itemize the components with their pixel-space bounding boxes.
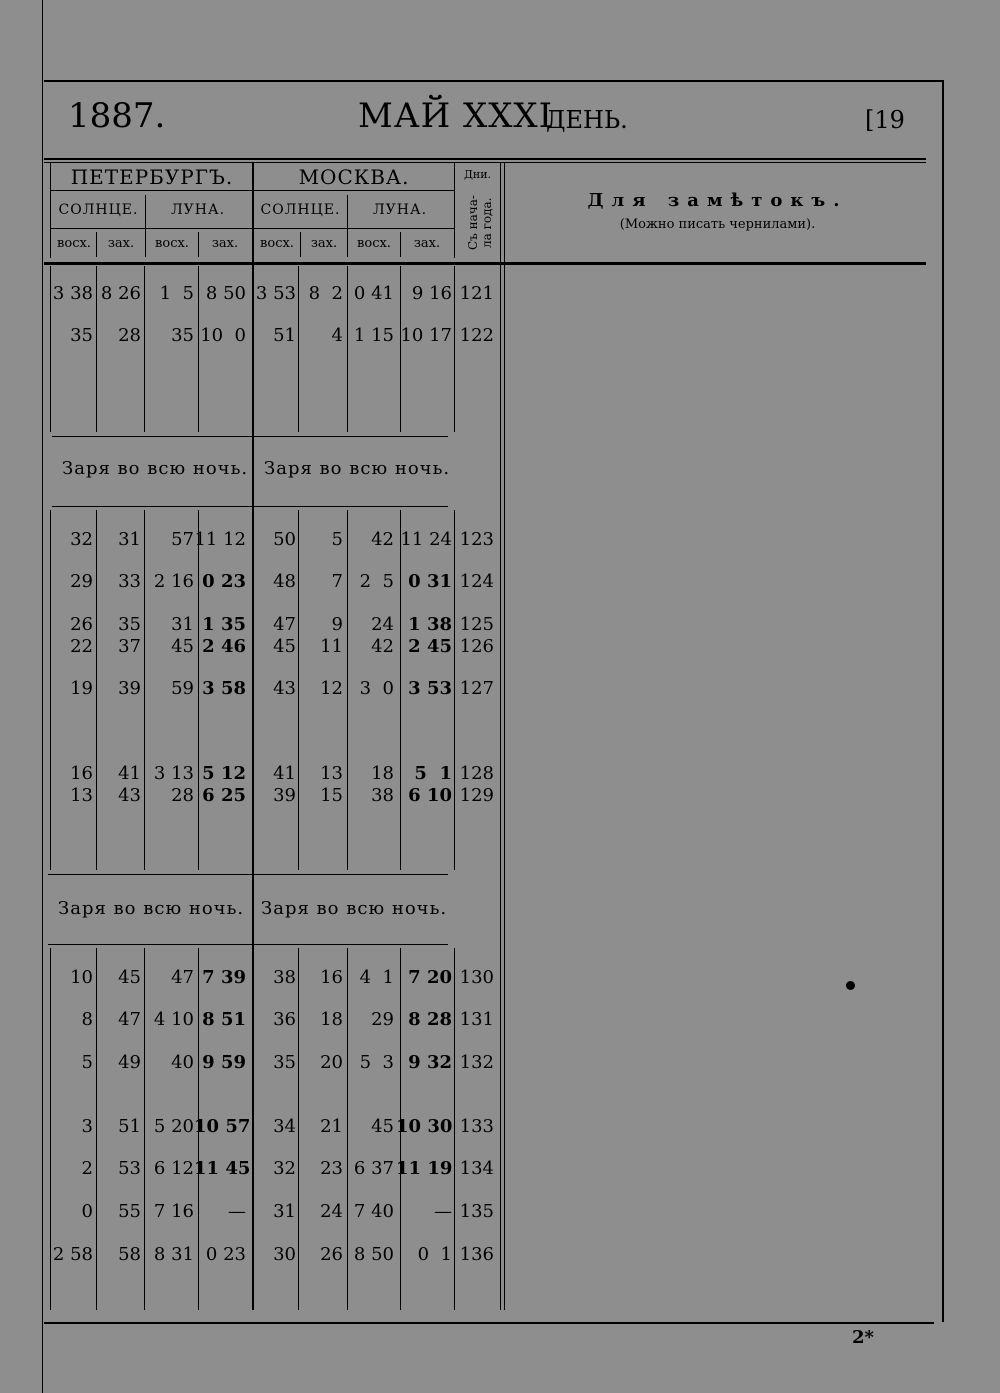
cell-p-ss: 28 — [118, 325, 141, 346]
days-header: Дни. — [463, 168, 492, 181]
cell-m-sr: 36 — [273, 1009, 296, 1030]
cell-m-sr: 34 — [273, 1116, 296, 1137]
header-rule-2 — [44, 162, 926, 163]
cell-m-ms: 8 28 — [408, 1009, 452, 1030]
cell-m-ss: 8 2 — [308, 283, 343, 304]
cell-m-sr: 31 — [273, 1201, 296, 1222]
zarya-1-top-rule — [52, 436, 448, 437]
cell-p-ss: 55 — [118, 1201, 141, 1222]
cell-m-sr: 45 — [273, 636, 296, 657]
cell-d: 129 — [459, 785, 494, 806]
m-sun-set-header: зах. — [310, 236, 338, 251]
cell-p-sr: 2 — [81, 1158, 93, 1179]
days-sub-header: Съ нача- ла года. — [466, 195, 494, 251]
p-moon-rise-header: восх. — [155, 236, 189, 251]
cell-p-sr: 16 — [70, 763, 93, 784]
day-label: ДЕНЬ. — [546, 106, 628, 134]
cell-p-mr: 28 — [171, 785, 194, 806]
zarya-2-bottom-rule — [48, 944, 448, 945]
cell-d: 124 — [459, 571, 494, 592]
zarya-2-petersburg: Заря во всю ночь. — [58, 898, 245, 919]
cell-m-ss: 26 — [320, 1244, 343, 1265]
cell-p-sr: 0 — [81, 1201, 93, 1222]
cell-p-mr: 5 20 — [153, 1116, 194, 1137]
cell-p-ss: 37 — [118, 636, 141, 657]
cell-p-mr: 57 — [171, 529, 194, 550]
cell-m-mr: 24 — [371, 614, 394, 635]
moscow-sun-header: СОЛНЦЕ. — [260, 202, 341, 218]
cell-p-ss: 43 — [118, 785, 141, 806]
cell-m-mr: 6 37 — [353, 1158, 394, 1179]
moscow-moon-header: ЛУНА. — [372, 202, 428, 218]
p-sun-set-header: зах. — [107, 236, 135, 251]
cell-m-mr: 18 — [371, 763, 394, 784]
cell-m-mr: 8 50 — [353, 1244, 394, 1265]
head-vline-left — [50, 163, 51, 258]
cell-m-sr: 51 — [273, 325, 296, 346]
top-frame-line — [44, 80, 944, 82]
cell-p-mr: 3 13 — [153, 763, 194, 784]
zarya-1-bottom-rule — [52, 506, 448, 507]
cell-m-ms: 1 38 — [408, 614, 452, 635]
cell-p-mr: 4 10 — [153, 1009, 194, 1030]
cell-d: 136 — [459, 1244, 494, 1265]
cell-d: 130 — [459, 967, 494, 988]
cell-d: 123 — [459, 529, 494, 550]
cell-p-sr: 3 38 — [52, 283, 93, 304]
cell-p-ms: 1 35 — [202, 614, 246, 635]
cell-p-mr: 31 — [171, 614, 194, 635]
cell-m-ss: 15 — [320, 785, 343, 806]
zarya-2-top-rule — [48, 874, 448, 875]
cell-m-sr: 41 — [273, 763, 296, 784]
cell-m-ss: 12 — [320, 678, 343, 699]
cell-p-mr: 6 12 — [153, 1158, 194, 1179]
cell-d: 127 — [459, 678, 494, 699]
cell-m-ms: 9 32 — [408, 1052, 452, 1073]
cell-d: 122 — [459, 325, 494, 346]
cell-p-ss: 31 — [118, 529, 141, 550]
cell-m-ss: 20 — [320, 1052, 343, 1073]
cell-p-sr: 10 — [70, 967, 93, 988]
cell-m-sr: 43 — [273, 678, 296, 699]
cell-m-ms: 10 30 — [396, 1116, 453, 1137]
zarya-1-petersburg: Заря во всю ночь. — [62, 458, 249, 479]
cell-p-ms: 2 46 — [202, 636, 246, 657]
moscow-header: МОСКВА. — [298, 165, 410, 189]
cell-p-mr: 47 — [171, 967, 194, 988]
cell-p-ss: 8 26 — [100, 283, 141, 304]
cell-m-ms: — — [434, 1201, 452, 1222]
cell-m-ss: 23 — [320, 1158, 343, 1179]
petersburg-header: ПЕТЕРБУРГЪ. — [70, 165, 234, 189]
head-vline-days-right — [500, 163, 501, 1310]
cell-m-ms: 11 24 — [400, 529, 452, 550]
cell-m-mr: 5 3 — [359, 1052, 394, 1073]
cell-m-sr: 39 — [273, 785, 296, 806]
cell-p-ss: 51 — [118, 1116, 141, 1137]
cell-p-ms: 7 39 — [202, 967, 246, 988]
cell-p-ms: 0 23 — [205, 1244, 246, 1265]
cell-p-ms: — — [228, 1201, 246, 1222]
cell-m-ss: 18 — [320, 1009, 343, 1030]
cell-p-mr: 35 — [171, 325, 194, 346]
cell-p-ss: 35 — [118, 614, 141, 635]
cell-m-mr: 38 — [371, 785, 394, 806]
cell-d: 133 — [459, 1116, 494, 1137]
bottom-frame-line — [44, 1322, 934, 1324]
cell-p-ss: 47 — [118, 1009, 141, 1030]
cell-p-ms: 5 12 — [202, 763, 246, 784]
cell-d: 134 — [459, 1158, 494, 1179]
cell-m-ss: 7 — [331, 571, 343, 592]
cell-p-mr: 2 16 — [153, 571, 194, 592]
cell-p-sr: 26 — [70, 614, 93, 635]
cell-m-ms: 9 16 — [411, 283, 452, 304]
cell-p-ms: 6 25 — [202, 785, 246, 806]
cell-m-ss: 4 — [331, 325, 343, 346]
cell-m-sr: 50 — [273, 529, 296, 550]
m-moon-set-header: зах. — [413, 236, 441, 251]
header-rule-1 — [44, 158, 926, 160]
cell-d: 128 — [459, 763, 494, 784]
signature-mark: 2* — [852, 1327, 874, 1348]
cell-m-mr: 42 — [371, 529, 394, 550]
notes-subtitle: (Можно писать чернилами). — [619, 217, 816, 232]
cell-m-ms: 10 17 — [400, 325, 452, 346]
cell-m-ms: 7 20 — [408, 967, 452, 988]
cell-p-mr: 59 — [171, 678, 194, 699]
cell-m-mr: 7 40 — [353, 1201, 394, 1222]
cell-d: 125 — [459, 614, 494, 635]
cell-m-ss: 11 — [320, 636, 343, 657]
cell-p-sr: 2 58 — [52, 1244, 93, 1265]
cell-m-ss: 13 — [320, 763, 343, 784]
cell-m-ms: 3 53 — [408, 678, 452, 699]
cell-m-mr: 0 41 — [353, 283, 394, 304]
cell-p-sr: 8 — [81, 1009, 93, 1030]
cell-m-ms: 5 1 — [414, 763, 452, 784]
cell-p-ms: 0 23 — [202, 571, 246, 592]
right-frame-line — [942, 82, 944, 1322]
cell-p-sr: 29 — [70, 571, 93, 592]
cell-m-ss: 16 — [320, 967, 343, 988]
cell-m-sr: 32 — [273, 1158, 296, 1179]
cell-d: 132 — [459, 1052, 494, 1073]
cell-p-sr: 3 — [81, 1116, 93, 1137]
cell-m-ms: 2 45 — [408, 636, 452, 657]
cell-m-mr: 1 15 — [353, 325, 394, 346]
cell-p-mr: 7 16 — [153, 1201, 194, 1222]
notes-title: Для замѣтокъ. — [587, 190, 848, 211]
cell-m-mr: 42 — [371, 636, 394, 657]
cell-m-ss: 24 — [320, 1201, 343, 1222]
cell-d: 131 — [459, 1009, 494, 1030]
head-hline-city — [50, 190, 454, 191]
cell-m-ms: 6 10 — [408, 785, 452, 806]
cell-m-mr: 4 1 — [359, 967, 394, 988]
cell-m-sr: 3 53 — [255, 283, 296, 304]
p-moon-set-header: зах. — [211, 236, 239, 251]
cell-p-sr: 22 — [70, 636, 93, 657]
month-title: МАЙ XXXI — [358, 96, 554, 136]
cell-p-ms: 8 50 — [205, 283, 246, 304]
cell-d: 126 — [459, 636, 494, 657]
cell-m-mr: 3 0 — [359, 678, 394, 699]
cell-p-sr: 5 — [81, 1052, 93, 1073]
cell-p-ss: 45 — [118, 967, 141, 988]
table-head-bottom-rule — [44, 262, 926, 265]
cell-p-ms: 9 59 — [202, 1052, 246, 1073]
cell-m-ss: 5 — [331, 529, 343, 550]
m-moon-rise-header: восх. — [357, 236, 391, 251]
cell-p-mr: 8 31 — [153, 1244, 194, 1265]
cell-p-mr: 40 — [171, 1052, 194, 1073]
page-number: [19 — [865, 106, 905, 134]
cell-p-ss: 58 — [118, 1244, 141, 1265]
cell-m-sr: 35 — [273, 1052, 296, 1073]
cell-m-mr: 45 — [371, 1116, 394, 1137]
cell-p-sr: 19 — [70, 678, 93, 699]
cell-p-sr: 13 — [70, 785, 93, 806]
m-sun-rise-header: восх. — [260, 236, 294, 251]
zarya-1-moscow: Заря во всю ночь. — [264, 458, 451, 479]
cell-p-ms: 11 12 — [194, 529, 246, 550]
cell-p-ss: 41 — [118, 763, 141, 784]
cell-p-ms: 10 57 — [194, 1116, 251, 1137]
cell-m-mr: 29 — [371, 1009, 394, 1030]
cell-p-ss: 33 — [118, 571, 141, 592]
cell-m-ms: 0 1 — [417, 1244, 452, 1265]
cell-m-sr: 30 — [273, 1244, 296, 1265]
cell-m-ms: 11 19 — [396, 1158, 453, 1179]
cell-m-ms: 0 31 — [408, 571, 452, 592]
head-vline-days-right2 — [504, 163, 505, 1310]
cell-m-ss: 9 — [331, 614, 343, 635]
cell-p-ss: 39 — [118, 678, 141, 699]
cell-d: 135 — [459, 1201, 494, 1222]
cell-m-sr: 48 — [273, 571, 296, 592]
cell-m-sr: 38 — [273, 967, 296, 988]
cell-p-ss: 49 — [118, 1052, 141, 1073]
cell-m-ss: 21 — [320, 1116, 343, 1137]
cell-m-mr: 2 5 — [359, 571, 394, 592]
p-sun-rise-header: восх. — [57, 236, 91, 251]
cell-p-ms: 11 45 — [194, 1158, 251, 1179]
ink-dot — [846, 981, 855, 990]
cell-p-ms: 8 51 — [202, 1009, 246, 1030]
year: 1887. — [68, 96, 166, 136]
cell-p-mr: 45 — [171, 636, 194, 657]
cell-p-sr: 35 — [70, 325, 93, 346]
zarya-2-moscow: Заря во всю ночь. — [261, 898, 448, 919]
cell-p-ms: 10 0 — [200, 325, 246, 346]
cell-p-ss: 53 — [118, 1158, 141, 1179]
cell-p-mr: 1 5 — [159, 283, 194, 304]
head-hline-sub — [50, 228, 454, 229]
cell-m-sr: 47 — [273, 614, 296, 635]
left-margin-line — [42, 0, 43, 1393]
cell-p-ms: 3 58 — [202, 678, 246, 699]
petersburg-moon-header: ЛУНА. — [170, 202, 226, 218]
cell-d: 121 — [459, 283, 494, 304]
cell-p-sr: 32 — [70, 529, 93, 550]
petersburg-sun-header: СОЛНЦЕ. — [58, 202, 139, 218]
